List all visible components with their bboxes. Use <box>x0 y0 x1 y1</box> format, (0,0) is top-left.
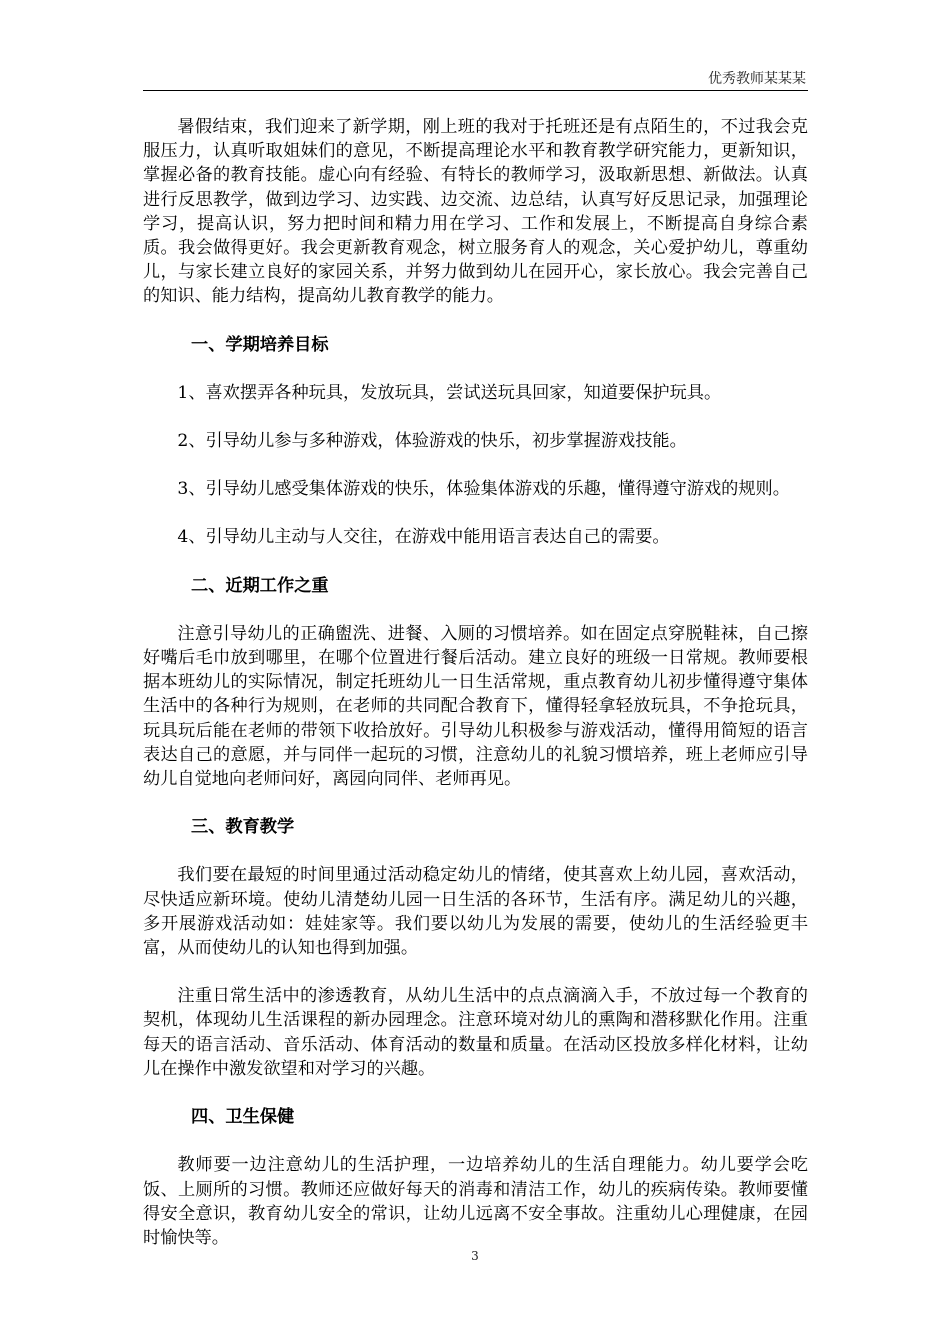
focus-paragraph: 注意引导幼儿的正确盥洗、进餐、入厕的习惯培养。如在固定点穿脱鞋袜，自己擦好嘴后毛巾放到哪里，在哪个位置进行餐后活动。建立良好的班级一日常规。教师要根据本班幼儿的实际情况，制定托班幼儿一日生活常规，重点教育幼儿初步懂得遵守集体生活中的各种行为规则，在老师的共同配合教育下，懂得轻拿轻放玩具，不争抢玩具，玩具玩后能在老师的带领下收拾放好。引导幼儿积极参与游戏活动，懂得用简短的语言表达自己的意愿，并与同伴一起玩的习惯，注意幼儿的礼貌习惯培养，班上老师应引导幼儿自觉地向老师问好，离园向同伴、老师再见。 <box>143 623 808 790</box>
section-heading-goals: 一、学期培养目标 <box>191 334 329 355</box>
page-header <box>143 64 808 91</box>
goal-item-4: 4、引导幼儿主动与人交往，在游戏中能用语言表达自己的需要。 <box>177 527 670 548</box>
intro-paragraph: 暑假结束，我们迎来了新学期，刚上班的我对于托班还是有点陌生的，不过我会克服压力，认真听取姐妹们的意见，不断提高理论水平和教育教学研究能力，更新知识，掌握必备的教育技能。虚心向有经验、有特长的教师学习，汲取新思想、新做法。认真进行反思教学，做到边学习、边实践、边交流、边总结，认真写好反思记录，加强理论学习，提高认识，努力把时间和精力用在学习、工作和发展上，不断提高自身综合素质。我会做得更好。我会更新教育观念，树立服务育人的观念，关心爱护幼儿，尊重幼儿，与家长建立良好的家园关系，并努力做到幼儿在园开心，家长放心。我会完善自己的知识、能力结构，提高幼儿教育教学的能力。 <box>143 117 808 307</box>
section-heading-focus: 二、近期工作之重 <box>191 575 329 596</box>
goal-item-1: 1、喜欢摆弄各种玩具，发放玩具，尝试送玩具回家，知道要保护玩具。 <box>177 382 722 403</box>
teaching-paragraph-2: 注重日常生活中的渗透教育，从幼儿生活中的点点滴滴入手，不放过每一个教育的契机，体现幼儿生活课程的新办园理念。注意环境对幼儿的熏陶和潜移默化作用。注重每天的语言活动、音乐活动、体育活动的数量和质量。在活动区投放多样化材料，让幼儿在操作中激发欲望和对学习的兴趣。 <box>143 986 808 1079</box>
teaching-paragraph-1: 我们要在最短的时间里通过活动稳定幼儿的情绪，使其喜欢上幼儿园，喜欢活动，尽快适应新环境。使幼儿清楚幼儿园一日生活的各环节，生活有序。满足幼儿的兴趣，多开展游戏活动如：娃娃家等。我们要以幼儿为发展的需要，使幼儿的生活经验更丰富，从而使幼儿的认知也得到加强。 <box>143 865 808 959</box>
health-paragraph: 教师要一边注意幼儿的生活护理，一边培养幼儿的生活自理能力。幼儿要学会吃饭、上厕所的习惯。教师还应做好每天的消毒和清洁工作，幼儿的疾病传染。教师要懂得安全意识，教育幼儿安全的常识，让幼儿远离不安全事故。注重幼儿心理健康，在园时愉快等。 <box>143 1155 808 1248</box>
section-heading-health: 四、卫生保健 <box>191 1107 295 1128</box>
goal-item-3: 3、引导幼儿感受集体游戏的快乐，体验集体游戏的乐趣，懂得遵守游戏的规则。 <box>177 479 790 500</box>
section-heading-teaching: 三、教育教学 <box>191 817 295 838</box>
page-number: 3 <box>471 1249 479 1263</box>
document-body <box>143 115 808 1274</box>
header-author: 优秀教师某某某 <box>708 71 806 87</box>
goal-item-2: 2、引导幼儿参与多种游戏，体验游戏的快乐，初步掌握游戏技能。 <box>177 431 687 452</box>
